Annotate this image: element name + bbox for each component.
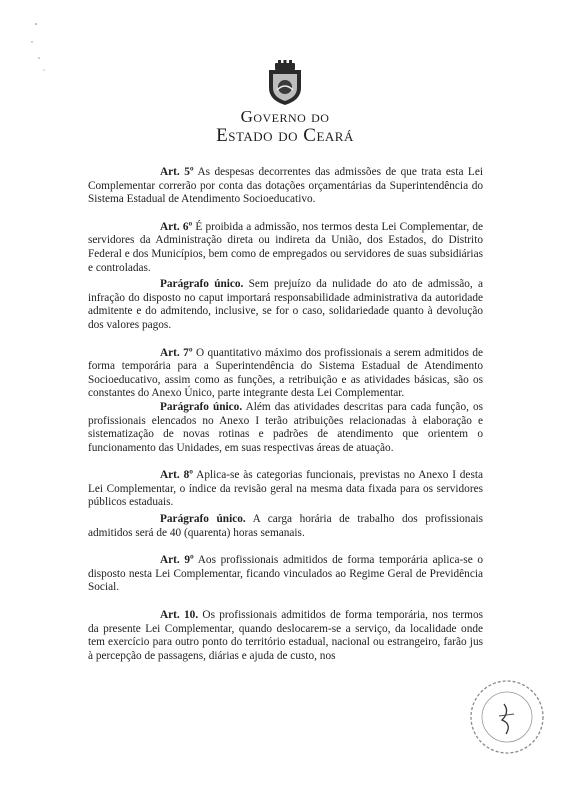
article-6-label: Art. 6º: [160, 220, 193, 233]
article-8: [88, 469, 483, 510]
article-7-label: Art. 7º: [160, 346, 193, 359]
article-5-text: As despesas decorrentes das admissões de que trata esta Lei Complementar correrão por conta das dotações orçamentárias da Superintendência do Sistema Estadual de Atendimento Socioeducativo.: [88, 166, 483, 206]
article-9-label: Art. 9º: [160, 554, 194, 567]
header-line-2: Estado do Ceará: [216, 125, 354, 146]
article-8-paragraph: [88, 513, 483, 540]
article-7-paragraph: [88, 401, 483, 455]
article-8-text: Aplica-se às categorias funcionais, previstas no Anexo I desta Lei Complementar, o índice da revisão geral na mesma data fixada para os servidores públicos estaduais.: [88, 469, 483, 509]
article-8-paragraph-label: Parágrafo único.: [160, 513, 246, 526]
article-8-label: Art. 8º: [160, 469, 193, 482]
document-body: [88, 166, 483, 663]
rubric-stamp-icon: [466, 676, 548, 758]
article-6-paragraph-label: Parágrafo único.: [160, 278, 244, 291]
article-6: [88, 221, 483, 275]
header-line-1: Governo do: [240, 107, 330, 126]
state-coat-of-arms-icon: [263, 60, 307, 106]
article-8-paragraph-text: A carga horária de trabalho dos profissionais admitidos será de 40 (quarenta) horas semanais.: [88, 513, 483, 539]
letterhead: [200, 60, 370, 146]
scan-specks: [30, 18, 60, 78]
article-9-text: Aos profissionais admitidos de forma temporária aplica-se o disposto nesta Lei Complementar, ficando vinculados ao Regime Geral de Previdência Social.: [88, 554, 483, 594]
article-10-text: Os profissionais admitidos de forma temporária, nos termos da presente Lei Complementar, quando deslocarem-se a serviço, da localidade onde tem exercício para outro ponto do território estadual, nacional ou estrangeiro, farão jus à percepção de passagens, diárias e ajuda de custo, nos: [88, 609, 483, 662]
article-7-paragraph-text: Além das atividades descritas para cada função, os profissionais elencados no Anexo I terão atribuições relacionadas à elaboração e sistematização de novas rotinas e padrões de atendimento que orientem o funcionamento das Unidades, em suas respectivas áreas de atuação.: [88, 400, 483, 454]
article-9: [88, 554, 483, 595]
article-5-label: Art. 5º: [160, 166, 194, 178]
article-5: [88, 166, 483, 207]
article-6-text: É proibida a admissão, nos termos desta Lei Complementar, de servidores da Administração direta ou indireta da União, dos Estados, do Distrito Federal e dos Municípios, bem como de empregados ou servidores de suas subsidiárias e controladas.: [88, 220, 483, 274]
article-7-paragraph-label: Parágrafo único.: [160, 400, 243, 413]
article-6-paragraph-text: Sem prejuízo da nulidade do ato de admissão, a infração do disposto no caput importará responsabilidade administrativa da autoridade admitente e do admitendo, inclusive, se for o caso, solidariedade quanto à devolução dos valores pagos.: [88, 278, 484, 331]
article-10: [88, 609, 483, 663]
article-7: [88, 347, 483, 401]
article-10-label: Art. 10.: [160, 609, 199, 622]
article-6-paragraph: [88, 278, 483, 332]
article-7-text: O quantitativo máximo dos profissionais a serem admitidos de forma temporária para a Superintendência do Sistema Estadual de Atendimento Socioeducativo, assim como as funções, a retribuição e as atividades básicas, são os constantes do Anexo Único, parte integrante desta Lei Complementar.: [88, 346, 483, 400]
